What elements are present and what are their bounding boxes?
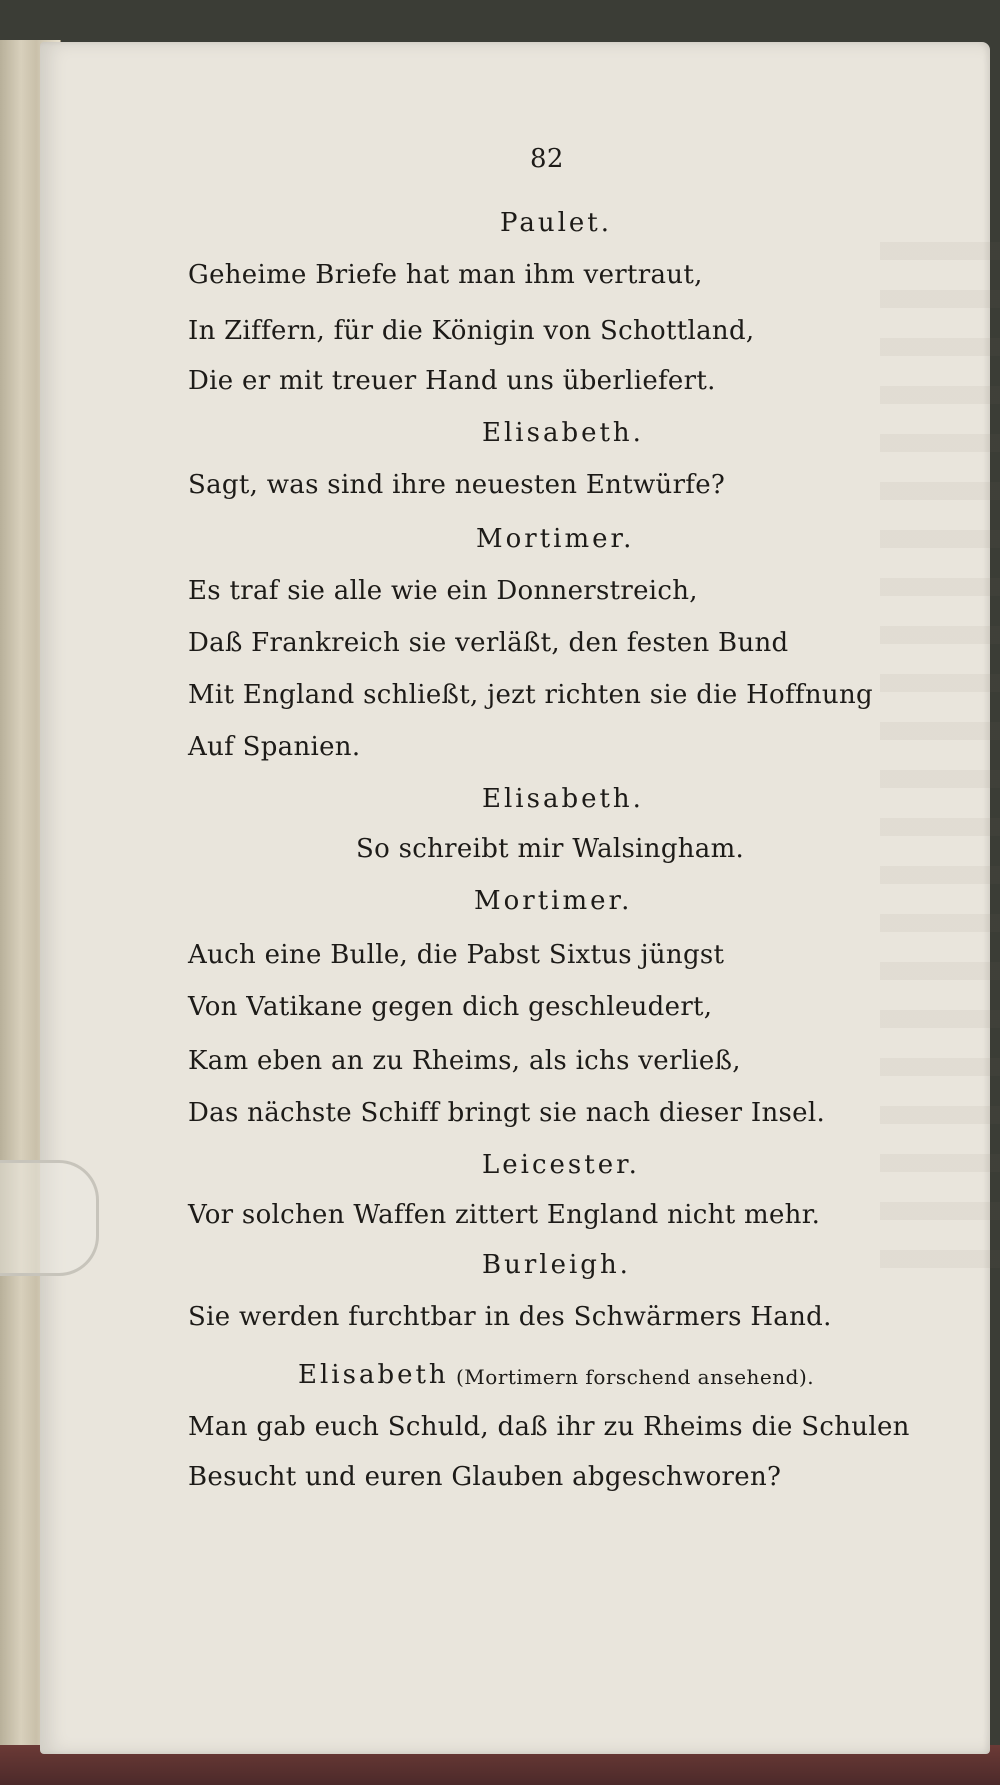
page-number: 82 <box>530 144 564 174</box>
verse-line: Daß Frankreich sie verläßt, den festen Bund <box>188 628 789 658</box>
verse-line: Das nächste Schiff bringt sie nach dieser Insel. <box>188 1098 826 1128</box>
verse-line: Besucht und euren Glauben abgeschworen? <box>188 1462 782 1492</box>
verse-line: Von Vatikane gegen dich geschleudert, <box>188 992 713 1022</box>
speaker-name: Elisabeth. <box>482 418 644 448</box>
verse-line: Die er mit treuer Hand uns überliefert. <box>188 366 716 396</box>
verse-line: Auf Spanien. <box>188 732 361 762</box>
verse-line: Mit England schließt, jezt richten sie die Hoffnung <box>188 680 873 710</box>
verse-line: Sagt, was sind ihre neuesten Entwürfe? <box>188 470 726 500</box>
verse-line: Kam eben an zu Rheims, als ichs verließ, <box>188 1046 741 1076</box>
speaker-name: Leicester. <box>482 1150 640 1180</box>
verse-line: Vor solchen Waffen zittert England nicht mehr. <box>188 1200 821 1230</box>
speaker-name: Mortimer. <box>474 886 633 916</box>
stage-direction: (Mortimern forschend ansehend). <box>456 1365 815 1389</box>
speaker-name: Mortimer. <box>476 524 635 554</box>
speaker-name: Elisabeth <box>298 1360 449 1390</box>
verse-line: In Ziffern, für die Königin von Schottland, <box>188 316 755 346</box>
verse-line: Sie werden furchtbar in des Schwärmers Hand. <box>188 1302 832 1332</box>
speaker-name: Burleigh. <box>482 1250 631 1280</box>
speaker-name: Elisabeth. <box>482 784 644 814</box>
verse-line: Auch eine Bulle, die Pabst Sixtus jüngst <box>188 940 725 970</box>
verse-line: Es traf sie alle wie ein Donnerstreich, <box>188 576 698 606</box>
verse-line: Man gab euch Schuld, daß ihr zu Rheims die Schulen <box>188 1412 910 1442</box>
verse-line: So schreibt mir Walsingham. <box>356 834 745 864</box>
page-clip <box>0 1160 99 1276</box>
speaker-name: Paulet. <box>500 208 612 238</box>
show-through-text <box>880 242 1000 1292</box>
verse-line: Geheime Briefe hat man ihm vertraut, <box>188 260 703 290</box>
